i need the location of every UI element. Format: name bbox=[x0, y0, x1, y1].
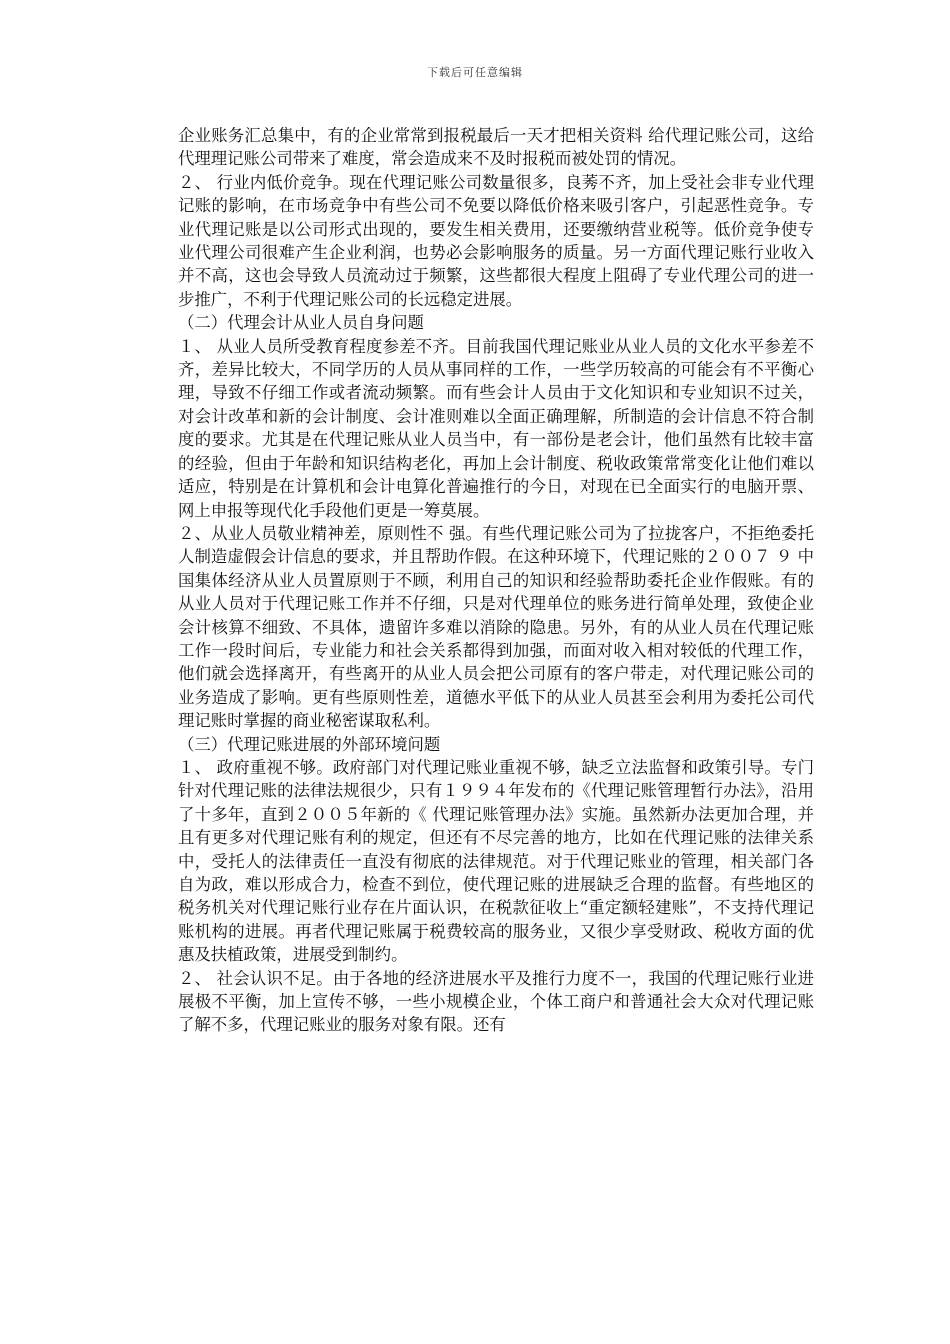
paragraph-professional-ethics: ２、从业人员敬业精神差，原则性不 强。有些代理记账公司为了拉拢客户，不拒绝委托人制造虚假会计信息的要求，并且帮助作假。在这种环境下，代理记账的２００７ ９ 中国集体经济从业人员置原则于不顾，利用自己的知识和经验帮助委托企业作假账。有的从业人员对于代理记账工作并不仔细，只是对代理单位的账务进行简单处理，致使企业会计核算不细致、不具体，遗留许多难以消除的隐患。另外，有的从业人员在代理记账工作一段时间后，专业能力和社会关系都得到加强，而面对收入相对较低的代理工作，他们就会选择离开，有些离开的从业人员会把公司原有的客户带走，对代理记账公司的业务造成了影响。更有些原则性差，道德水平低下的从业人员甚至会利用为委托公司代理记账时掌握的商业秘密谋取私利。 bbox=[178, 523, 814, 731]
document-body bbox=[178, 124, 814, 1037]
paragraph-social-awareness: ２、 社会认识不足。由于各地的经济进展水平及推行力度不一，我国的代理记账行业进展极不平衡，加上宣传不够，一些小规模企业，个体工商户和普通社会大众对代理记账了解不多，代理记账业的服务对象有限。还有 bbox=[178, 968, 814, 1035]
paragraph-education-level: １、 从业人员所受教育程度参差不齐。目前我国代理记账业从业人员的文化水平参差不齐，差异比较大，不同学历的人员从事同样的工作，一些学历较高的可能会有不平衡心理，导致不仔细工作或者流动频繁。而有些会计人员由于文化知识和专业知识不过关，对会计改革和新的会计制度、会计准则难以全面正确理解，所制造的会计信息不符合制度的要求。尤其是在代理记账从业人员当中，有一部份是老会计，他们虽然有比较丰富的经验，但由于年龄和知识结构老化，再加上会计制度、税收政策常常变化让他们难以适应，特别是在计算机和会计电算化普遍推行的今日，对现在已全面实行的电脑开票、网上申报等现代化手段他们更是一筹莫展。 bbox=[178, 336, 814, 520]
section-heading-staff-issues: （二）代理会计从业人员自身问题 bbox=[178, 313, 424, 333]
page-header: 下载后可任意编辑 bbox=[427, 66, 523, 79]
paragraph-low-price-competition: ２、 行业内低价竞争。现在代理记账公司数量很多，良莠不齐，加上受社会非专业代理记账的影响，在市场竞争中有些公司不免要以降低价格来吸引客户，引起恶性竞争。专业代理记账是以公司形式出现的，要发生相关费用，还要缴纳营业税等。低价竞争使专业代理公司很难产生企业利润，也势必会影响服务的质量。另一方面代理记账行业收入并不高，这也会导致人员流动过于频繁，这些都很大程度上阻碍了专业代理公司的进一步推广，不利于代理记账公司的长远稳定进展。 bbox=[178, 172, 814, 309]
paragraph-continuation: 企业账务汇总集中，有的企业常常到报税最后一天才把相关资料 给代理记账公司，这给代理理记账公司带来了难度，常会造成来不及时报税而被处罚的情况。 bbox=[178, 126, 814, 169]
paragraph-government-attention: １、 政府重视不够。政府部门对代理记账业重视不够，缺乏立法监督和政策引导。专门针对代理记账的法律法规很少，只有１９９４年发布的《代理记账管理暂行办法》，沿用了十多年，直到２００５年新的《 代理记账管理办法》实施。虽然新办法更加合理，并且有更多对代理记账有利的规定，但还有不尽完善的地方，比如在代理记账的法律关系中，受托人的法律责任一直没有彻底的法律规范。对于代理记账业的管理，相关部门各自为政，难以形成合力，检查不到位，使代理记账的进展缺乏合理的监督。有些地区的税务机关对代理记账行业存在片面认识，在税款征收上“重定额轻建账”，不支持代理记账机构的进展。再者代理记账属于税费较高的服务业，又很少享受财政、税收方面的优惠及扶植政策，进展受到制约。 bbox=[178, 757, 814, 965]
section-heading-external-environment: （三）代理记账进展的外部环境问题 bbox=[178, 734, 441, 754]
